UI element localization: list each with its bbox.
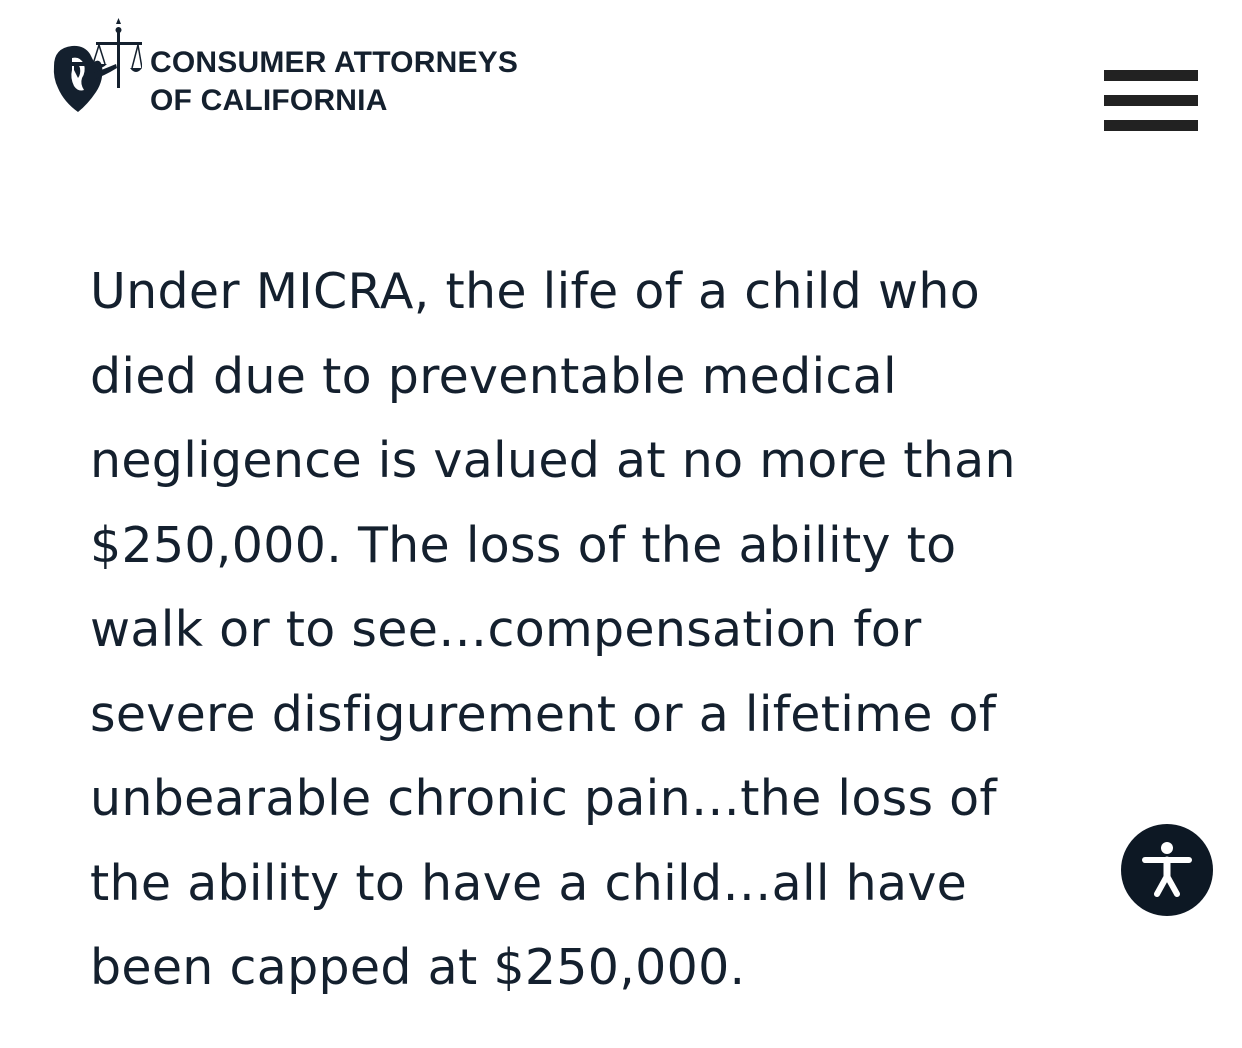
quote-line: walk or to see…compensation for xyxy=(90,601,922,658)
quote-line: been capped at $250,000. xyxy=(90,939,746,996)
hamburger-menu-icon xyxy=(1104,70,1198,81)
quote-line: $250,000. The loss of the ability to xyxy=(90,516,957,574)
hamburger-menu-icon-bar xyxy=(1104,95,1198,106)
site-logo[interactable] xyxy=(50,18,518,120)
site-header xyxy=(0,0,1242,150)
quote-line: negligence is valued at no more than xyxy=(90,432,1016,489)
quote-line: severe disfigurement or a lifetime of xyxy=(90,685,997,743)
quote-line: Under MICRA, the life of a child who xyxy=(90,263,980,320)
quote-line: died due to preventable medical xyxy=(90,347,897,405)
quote-line: unbearable chronic pain…the loss of xyxy=(90,770,997,827)
logo-line-2: OF CALIFORNIA xyxy=(150,84,388,117)
quote-line: the ability to have a child…all have xyxy=(90,854,968,912)
lady-justice-scales-icon xyxy=(50,18,142,118)
hamburger-menu-icon-bar xyxy=(1104,120,1198,131)
hamburger-menu-button[interactable] xyxy=(1104,70,1198,132)
accessibility-button[interactable] xyxy=(1121,824,1213,916)
logo-line-1: CONSUMER ATTORNEYS xyxy=(150,46,519,79)
accessibility-person-icon xyxy=(1121,824,1213,916)
logo-wordmark xyxy=(150,44,518,120)
micra-quote xyxy=(90,250,1140,1011)
